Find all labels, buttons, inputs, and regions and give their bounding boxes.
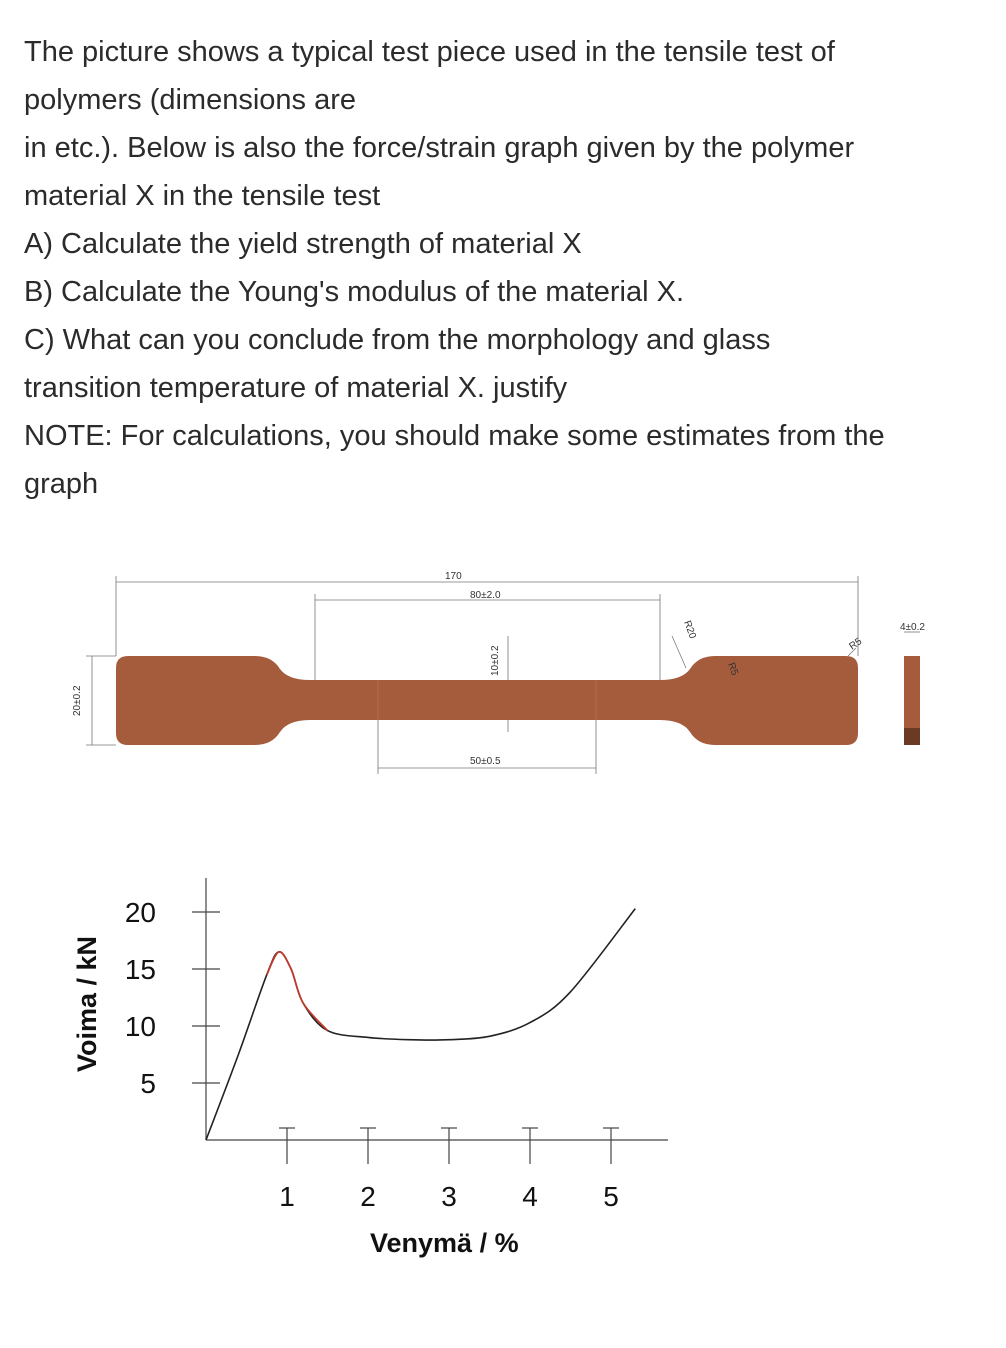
specimen-shape [116, 656, 858, 745]
question-line: The picture shows a typical test piece used in the tensile test of [24, 36, 835, 68]
question-line: in etc.). Below is also the force/strain graph given by the polymer [24, 132, 855, 164]
dim-overall-length: 170 [445, 571, 462, 582]
dim-radius-small-2: R5 [725, 661, 740, 678]
question-line: material X in the tensile test [24, 180, 381, 212]
question-part-b: B) Calculate the Young's modulus of the material X. [24, 276, 685, 308]
question-line: graph [24, 468, 99, 500]
question-note: NOTE: For calculations, you should make some estimates from the [24, 420, 885, 452]
dim-radius-large: R20 [681, 619, 698, 641]
question-part-c: C) What can you conclude from the morphology and glass [24, 324, 771, 356]
dim-gauge-length: 50±0.5 [470, 756, 501, 767]
dim-parallel-length: 80±2.0 [470, 590, 501, 601]
y-axis-label: Voima / kN [72, 935, 102, 1072]
specimen-drawing [72, 571, 925, 774]
question-line: polymers (dimensions are [24, 84, 357, 116]
x-tick-label: 5 [603, 1181, 619, 1212]
series-line [206, 909, 635, 1140]
dim-radius-small: R5 [847, 636, 865, 653]
series-peak-segment [267, 952, 328, 1031]
x-tick-label: 4 [522, 1181, 538, 1212]
question-part-a: A) Calculate the yield strength of material X [24, 228, 582, 260]
x-axis-label: Venymä / % [370, 1228, 519, 1258]
y-tick-label: 5 [140, 1068, 156, 1099]
dim-end-width: 20±0.2 [72, 685, 83, 716]
y-tick-label: 15 [124, 954, 156, 985]
y-tick-label: 10 [124, 1011, 156, 1042]
force-strain-chart [72, 878, 668, 1258]
x-tick-label: 1 [279, 1181, 295, 1212]
x-tick-label: 2 [360, 1181, 376, 1212]
x-tick-label: 3 [441, 1181, 457, 1212]
dim-narrow-width: 10±0.2 [490, 645, 501, 676]
y-tick-label: 20 [124, 897, 156, 928]
question-line: transition temperature of material X. justify [24, 372, 568, 404]
dim-thickness: 4±0.2 [900, 622, 925, 633]
